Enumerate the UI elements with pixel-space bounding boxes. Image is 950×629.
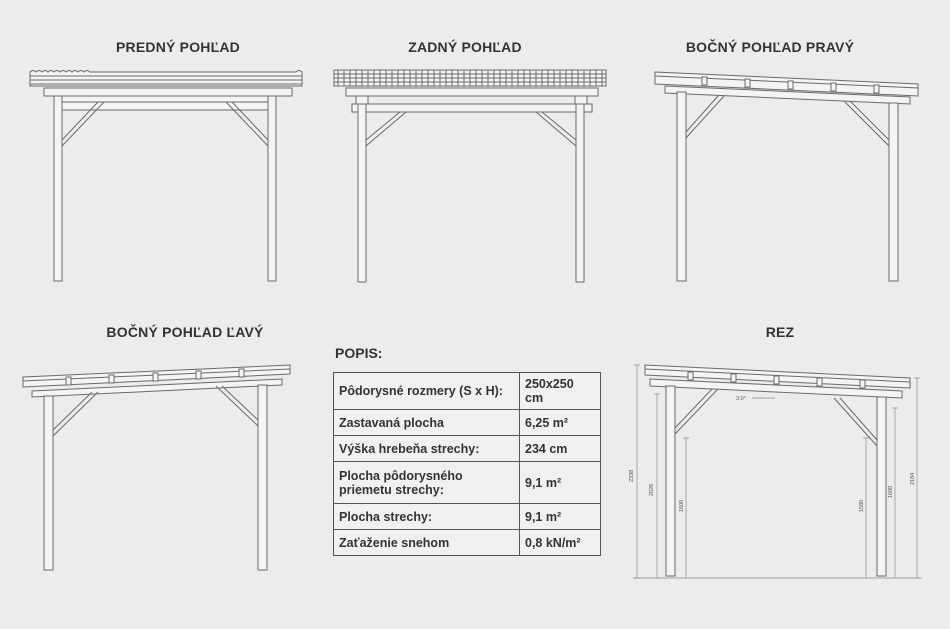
section-dim-2: 1600 [679, 499, 685, 512]
table-row [334, 373, 601, 410]
section-dim-5: 2184 [910, 472, 916, 485]
side-left-view-title: BOČNÝ POHĽAD ĽAVÝ [106, 324, 264, 340]
section-dim-0: 2338 [629, 469, 635, 482]
section-dim-4: 1600 [888, 485, 894, 498]
front-view-title: PREDNÝ POHĽAD [116, 39, 240, 55]
spec-label: Zastavaná plocha [334, 410, 520, 436]
spec-value: 6,25 m² [520, 410, 601, 436]
spec-label: Plocha pôdorysného priemetu strechy: [334, 462, 520, 504]
section-dim-1: 2026 [649, 483, 655, 496]
table-row [334, 410, 601, 436]
section-angle-label: 3.0° [736, 396, 746, 402]
spec-label: Zaťaženie snehom [334, 530, 520, 556]
section-dim-3: 1580 [859, 499, 865, 512]
popis-heading: POPIS: [335, 345, 383, 361]
table-row [334, 504, 601, 530]
spec-label: Plocha strechy: [334, 504, 520, 530]
table-row [334, 530, 601, 556]
spec-label: Pôdorysné rozmery (S x H): [334, 373, 520, 410]
back-view-title: ZADNÝ POHĽAD [408, 39, 522, 55]
side-right-view-title: BOČNÝ POHĽAD PRAVÝ [685, 39, 855, 55]
section-view-title: REZ [765, 324, 795, 340]
spec-value: 9,1 m² [520, 504, 601, 530]
spec-value: 250x250 cm [520, 373, 601, 410]
spec-value: 9,1 m² [520, 462, 601, 504]
spec-label: Výška hrebeňa strechy: [334, 436, 520, 462]
table-row [334, 436, 601, 462]
spec-value: 0,8 kN/m² [520, 530, 601, 556]
spec-value: 234 cm [520, 436, 601, 462]
table-row [334, 462, 601, 504]
spec-table [333, 372, 601, 556]
